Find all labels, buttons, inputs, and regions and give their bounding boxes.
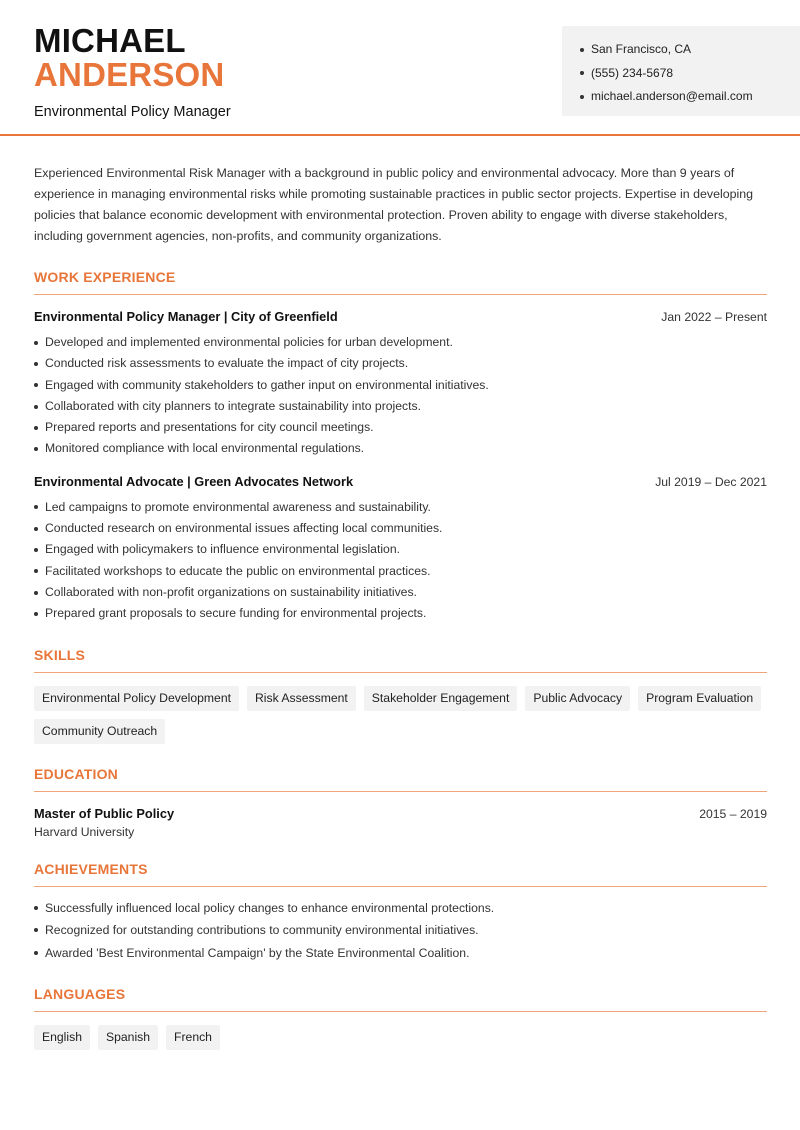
skill-chip: Program Evaluation <box>638 686 761 711</box>
list-item-text: Engaged with policymakers to influence environmental legislation. <box>45 542 400 557</box>
list-item <box>34 539 767 560</box>
bullet-icon <box>34 505 38 509</box>
skill-chip: Environmental Policy Development <box>34 686 239 711</box>
list-item <box>34 375 767 396</box>
list-item-text: Successfully influenced local policy changes to enhance environmental protections. <box>45 900 495 915</box>
bullet-icon <box>34 569 38 573</box>
list-item-text: Collaborated with non-profit organizations on sustainability initiatives. <box>45 584 417 599</box>
list-item-text: Engaged with community stakeholders to gather input on environmental initiatives. <box>45 377 489 392</box>
phone-text: (555) 234-5678 <box>591 65 674 80</box>
bullet-icon <box>34 906 38 910</box>
education-dates: 2015 – 2019 <box>699 806 767 821</box>
job-bullets <box>34 497 767 625</box>
bullet-icon <box>34 341 38 345</box>
list-item-text: Recognized for outstanding contributions to community environmental initiatives. <box>45 923 479 938</box>
list-item <box>34 332 767 353</box>
bullet-icon <box>580 95 584 99</box>
bullet-icon <box>580 71 584 75</box>
bullet-icon <box>34 426 38 430</box>
list-item-text: Developed and implemented environmental policies for urban development. <box>45 335 453 349</box>
job-header <box>34 309 767 324</box>
bullet-icon <box>34 591 38 595</box>
list-item-text: Conducted research on environmental issues affecting local communities. <box>45 521 443 536</box>
bullet-icon <box>34 951 38 955</box>
job-role: Environmental Advocate | Green Advocates Network <box>34 473 354 489</box>
list-item-text: Collaborated with city planners to integrate sustainability into projects. <box>45 398 421 413</box>
section-title-education: EDUCATION <box>34 766 767 792</box>
list-item-text: Conducted risk assessments to evaluate the impact of city projects. <box>45 356 409 371</box>
list-item <box>34 561 767 582</box>
skill-chip: Community Outreach <box>34 719 165 744</box>
language-chip: Spanish <box>98 1025 158 1050</box>
list-item <box>34 417 767 438</box>
email-text: michael.anderson@email.com <box>591 89 753 103</box>
job-entry <box>34 474 767 625</box>
job-entry <box>34 309 767 460</box>
bullet-icon <box>34 447 38 451</box>
list-item-text: Awarded 'Best Environmental Campaign' by the State Environmental Coalition. <box>45 945 470 960</box>
list-item-text: Led campaigns to promote environmental awareness and sustainability. <box>45 499 431 514</box>
job-header <box>34 474 767 489</box>
list-item <box>34 497 767 518</box>
job-title: Environmental Policy Manager <box>34 104 231 120</box>
list-item <box>34 438 767 459</box>
list-item <box>34 353 767 374</box>
bullet-icon <box>34 405 38 409</box>
bullet-icon <box>34 928 38 932</box>
list-item <box>34 919 767 942</box>
skills-list <box>34 686 767 744</box>
list-item-text: Prepared reports and presentations for city council meetings. <box>45 420 374 435</box>
bullet-icon <box>34 548 38 552</box>
bullet-icon <box>34 362 38 366</box>
list-item-text: Facilitated workshops to educate the public on environmental practices. <box>45 563 431 578</box>
location-text: San Francisco, CA <box>591 42 692 56</box>
language-chip: English <box>34 1025 90 1050</box>
job-dates: Jan 2022 – Present <box>661 310 767 324</box>
contact-phone <box>580 62 800 86</box>
job-dates: Jul 2019 – Dec 2021 <box>655 474 767 489</box>
skill-chip: Stakeholder Engagement <box>364 686 518 711</box>
bullet-icon <box>34 612 38 616</box>
bullet-icon <box>580 48 584 52</box>
education-entry <box>34 806 767 839</box>
list-item <box>34 582 767 603</box>
section-title-languages: LANGUAGES <box>34 986 767 1012</box>
last-name: ANDERSON <box>34 56 225 93</box>
first-name: MICHAEL <box>34 22 186 59</box>
section-title-work: WORK EXPERIENCE <box>34 269 767 295</box>
summary: Experienced Environmental Risk Manager with a background in public policy and environmental advocacy. More than 9 years of experience in managing environmental risks while promoting sustainable practices in public sector projects. Expertise in developing policies that balance economic development with environmental protection. Proven ability to engage with diverse stakeholders, including government agencies, non-profits, and community organizations. <box>34 166 754 243</box>
list-item <box>34 518 767 539</box>
resume-header <box>0 0 800 136</box>
bullet-icon <box>34 527 38 531</box>
list-item <box>34 396 767 417</box>
job-role: Environmental Policy Manager | City of Greenfield <box>34 309 338 324</box>
list-item-text: Monitored compliance with local environmental regulations. <box>45 441 365 456</box>
contact-email <box>580 85 800 109</box>
skill-chip: Public Advocacy <box>525 686 630 711</box>
skill-chip: Risk Assessment <box>247 686 356 711</box>
list-item-text: Prepared grant proposals to secure funding for environmental projects. <box>45 606 427 621</box>
degree: Master of Public Policy <box>34 805 175 821</box>
languages-list <box>34 1025 767 1050</box>
contact-location <box>580 38 800 62</box>
school: Harvard University <box>34 824 135 839</box>
contact-box <box>562 26 800 116</box>
list-item <box>34 603 767 624</box>
job-bullets <box>34 332 767 460</box>
bullet-icon <box>34 383 38 387</box>
list-item <box>34 897 767 920</box>
language-chip: French <box>166 1025 220 1050</box>
achievements-list <box>34 897 767 965</box>
section-title-skills: SKILLS <box>34 647 767 673</box>
resume-body <box>34 163 767 1050</box>
education-header <box>34 806 767 821</box>
list-item <box>34 942 767 965</box>
section-title-achievements: ACHIEVEMENTS <box>34 861 767 887</box>
name-block <box>34 24 231 120</box>
